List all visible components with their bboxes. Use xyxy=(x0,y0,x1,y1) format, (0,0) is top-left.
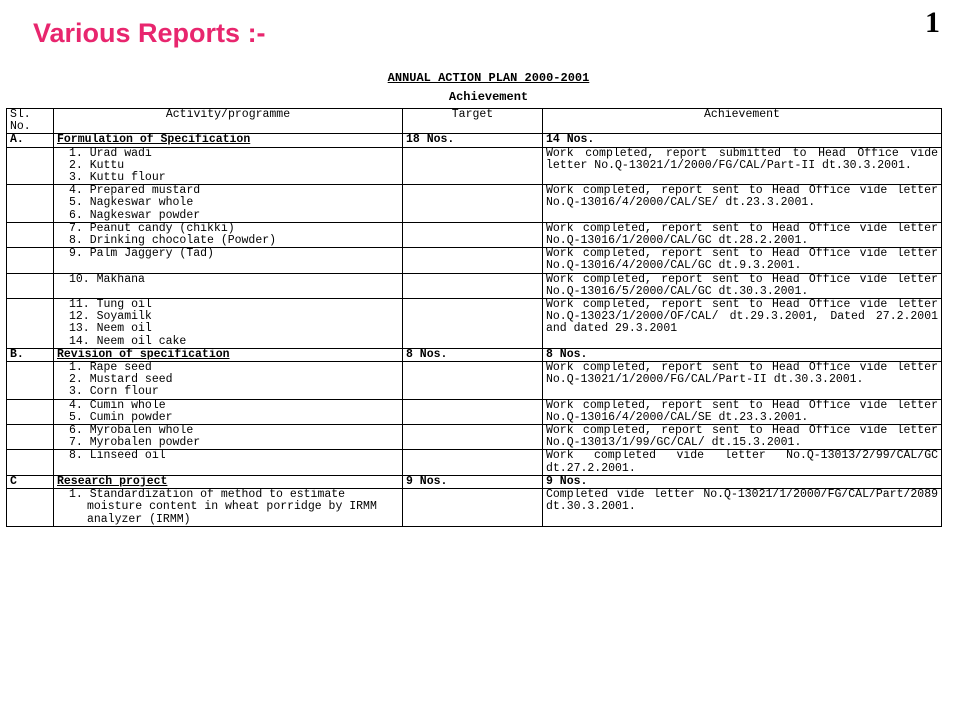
row-activity xyxy=(54,399,403,424)
row-achievement: Completed vide letter No.Q-13021/1/2000/FG/CAL/Part/2089 dt.30.3.2001. xyxy=(543,489,942,527)
section-row xyxy=(7,134,942,147)
row-activity xyxy=(54,248,403,273)
plan-subtitle: Achievement xyxy=(448,90,529,104)
row-slno xyxy=(7,450,54,475)
header-target: Target xyxy=(403,109,543,134)
row-target xyxy=(403,362,543,400)
activity-item: 6. Nagkeswar powder xyxy=(69,208,201,222)
table-row xyxy=(7,185,942,223)
activity-item: 6. Myrobalen whole xyxy=(69,424,194,438)
row-target xyxy=(403,147,543,185)
row-achievement: Work completed, report sent to Head Office vide letter No.Q-13023/1/2000/OF/CAL/ dt.29.3.2001, Dated 27.2.2001 and dated 29.3.2001 xyxy=(543,299,942,349)
row-slno xyxy=(7,248,54,273)
activity-item: 7. Peanut candy (chikki) xyxy=(69,222,235,235)
section-row xyxy=(7,475,942,488)
table-row xyxy=(7,299,942,349)
activity-item: 13. Neem oil xyxy=(69,322,152,336)
row-activity xyxy=(54,450,403,475)
table-row xyxy=(7,450,942,475)
activity-item: 4. Cumin whole xyxy=(69,399,166,412)
header-activity: Activity/programme xyxy=(54,109,403,134)
section-achievement: 14 Nos. xyxy=(543,134,942,147)
slide-title: Various Reports :- xyxy=(33,18,266,48)
action-plan-table-body xyxy=(7,109,942,527)
row-target xyxy=(403,273,543,298)
table-row xyxy=(7,399,942,424)
header-achievement: Achievement xyxy=(543,109,942,134)
section-title: Research project xyxy=(54,475,403,488)
row-target xyxy=(403,248,543,273)
section-title: Revision of specification xyxy=(54,348,403,361)
activity-item: 1. Urad wadi xyxy=(69,147,152,160)
row-achievement: Work completed, report submitted to Head Office vide letter No.Q-13021/1/2000/FG/CAL/Part-II dt.30.3.2001. xyxy=(543,147,942,185)
section-achievement: 8 Nos. xyxy=(543,348,942,361)
table-row xyxy=(7,362,942,400)
row-achievement: Work completed vide letter No.Q-13013/2/99/CAL/GC dt.27.2.2001. xyxy=(543,450,942,475)
row-target xyxy=(403,222,543,247)
activity-item: 14. Neem oil cake xyxy=(69,334,187,348)
section-row xyxy=(7,348,942,361)
row-achievement: Work completed, report sent to Head Office vide letter No.Q-13016/4/2000/CAL/GC dt.9.3.2001. xyxy=(543,248,942,273)
table-row xyxy=(7,425,942,450)
section-code: A. xyxy=(7,134,54,147)
row-slno xyxy=(7,362,54,400)
row-slno xyxy=(7,147,54,185)
row-slno xyxy=(7,185,54,223)
activity-item: 4. Prepared mustard xyxy=(69,184,201,198)
row-achievement: Work completed, report sent to Head Office vide letter No.Q-13016/1/2000/CAL/GC dt.28.2.2001. xyxy=(543,222,942,247)
table-row xyxy=(7,489,942,527)
header-slno: Sl. No. xyxy=(7,109,54,134)
row-target xyxy=(403,299,543,349)
header-row xyxy=(7,109,942,134)
row-slno xyxy=(7,222,54,247)
activity-item: 5. Nagkeswar whole xyxy=(69,196,194,210)
row-achievement: Work completed, report sent to Head Office vide letter No.Q-13016/4/2000/CAL/SE/ dt.23.3.2001. xyxy=(543,185,942,223)
section-title: Formulation of Specification xyxy=(54,134,403,147)
action-plan-table xyxy=(6,108,942,527)
activity-item: 8. Drinking chocolate (Powder) xyxy=(69,234,277,248)
row-target xyxy=(403,450,543,475)
activity-item: 2. Mustard seed xyxy=(69,373,173,387)
row-slno xyxy=(7,273,54,298)
activity-item: 3. Kuttu flour xyxy=(69,171,166,185)
section-achievement: 9 Nos. xyxy=(543,475,942,488)
row-achievement: Work completed, report sent to Head Office vide letter No.Q-13021/1/2000/FG/CAL/Part-II dt.30.3.2001. xyxy=(543,362,942,400)
activity-item: 1. Rape seed xyxy=(69,361,152,375)
section-target: 18 Nos. xyxy=(403,134,543,147)
activity-item: 3. Corn flour xyxy=(69,385,159,399)
table-row xyxy=(7,222,942,247)
plan-title: ANNUAL ACTION PLAN 2000-2001 xyxy=(387,71,590,85)
activity-item: 1. Standardization of method to estimate moisture content in wheat porridge by IRMM analyzer (IRMM) xyxy=(69,488,377,526)
table-row xyxy=(7,273,942,298)
slide-number: 1 xyxy=(925,6,940,39)
activity-item: 9. Palm Jaggery (Tad) xyxy=(69,247,214,261)
row-achievement: Work completed, report sent to Head Office vide letter No.Q-13016/4/2000/CAL/SE dt.23.3.2001. xyxy=(543,399,942,424)
row-activity xyxy=(54,222,403,247)
activity-item: 11. Tung oil xyxy=(69,298,152,312)
row-slno xyxy=(7,299,54,349)
section-code: B. xyxy=(7,348,54,361)
document xyxy=(6,68,941,527)
table-row xyxy=(7,147,942,185)
row-target xyxy=(403,399,543,424)
row-target xyxy=(403,185,543,223)
row-activity xyxy=(54,185,403,223)
activity-item: 12. Soyamilk xyxy=(69,310,152,324)
activity-item: 10. Makhana xyxy=(69,273,145,286)
row-activity xyxy=(54,425,403,450)
row-slno xyxy=(7,489,54,527)
row-target xyxy=(403,489,543,527)
activity-item: 8. Linseed oil xyxy=(69,449,166,463)
row-activity xyxy=(54,273,403,298)
row-activity xyxy=(54,299,403,349)
section-code: C xyxy=(7,475,54,488)
row-achievement: Work completed, report sent to Head Office vide letter No.Q-13013/1/99/GC/CAL/ dt.15.3.2001. xyxy=(543,425,942,450)
row-activity xyxy=(54,362,403,400)
activity-item: 5. Cumin powder xyxy=(69,410,173,424)
activity-item: 2. Kuttu xyxy=(69,158,125,172)
row-activity xyxy=(54,147,403,185)
activity-item: 7. Myrobalen powder xyxy=(69,436,201,450)
row-slno xyxy=(7,425,54,450)
section-target: 8 Nos. xyxy=(403,348,543,361)
table-row xyxy=(7,248,942,273)
row-achievement: Work completed, report sent to Head Office vide letter No.Q-13016/5/2000/CAL/GC dt.30.3.2001. xyxy=(543,273,942,298)
row-activity xyxy=(54,489,403,527)
row-target xyxy=(403,425,543,450)
section-target: 9 Nos. xyxy=(403,475,543,488)
row-slno xyxy=(7,399,54,424)
